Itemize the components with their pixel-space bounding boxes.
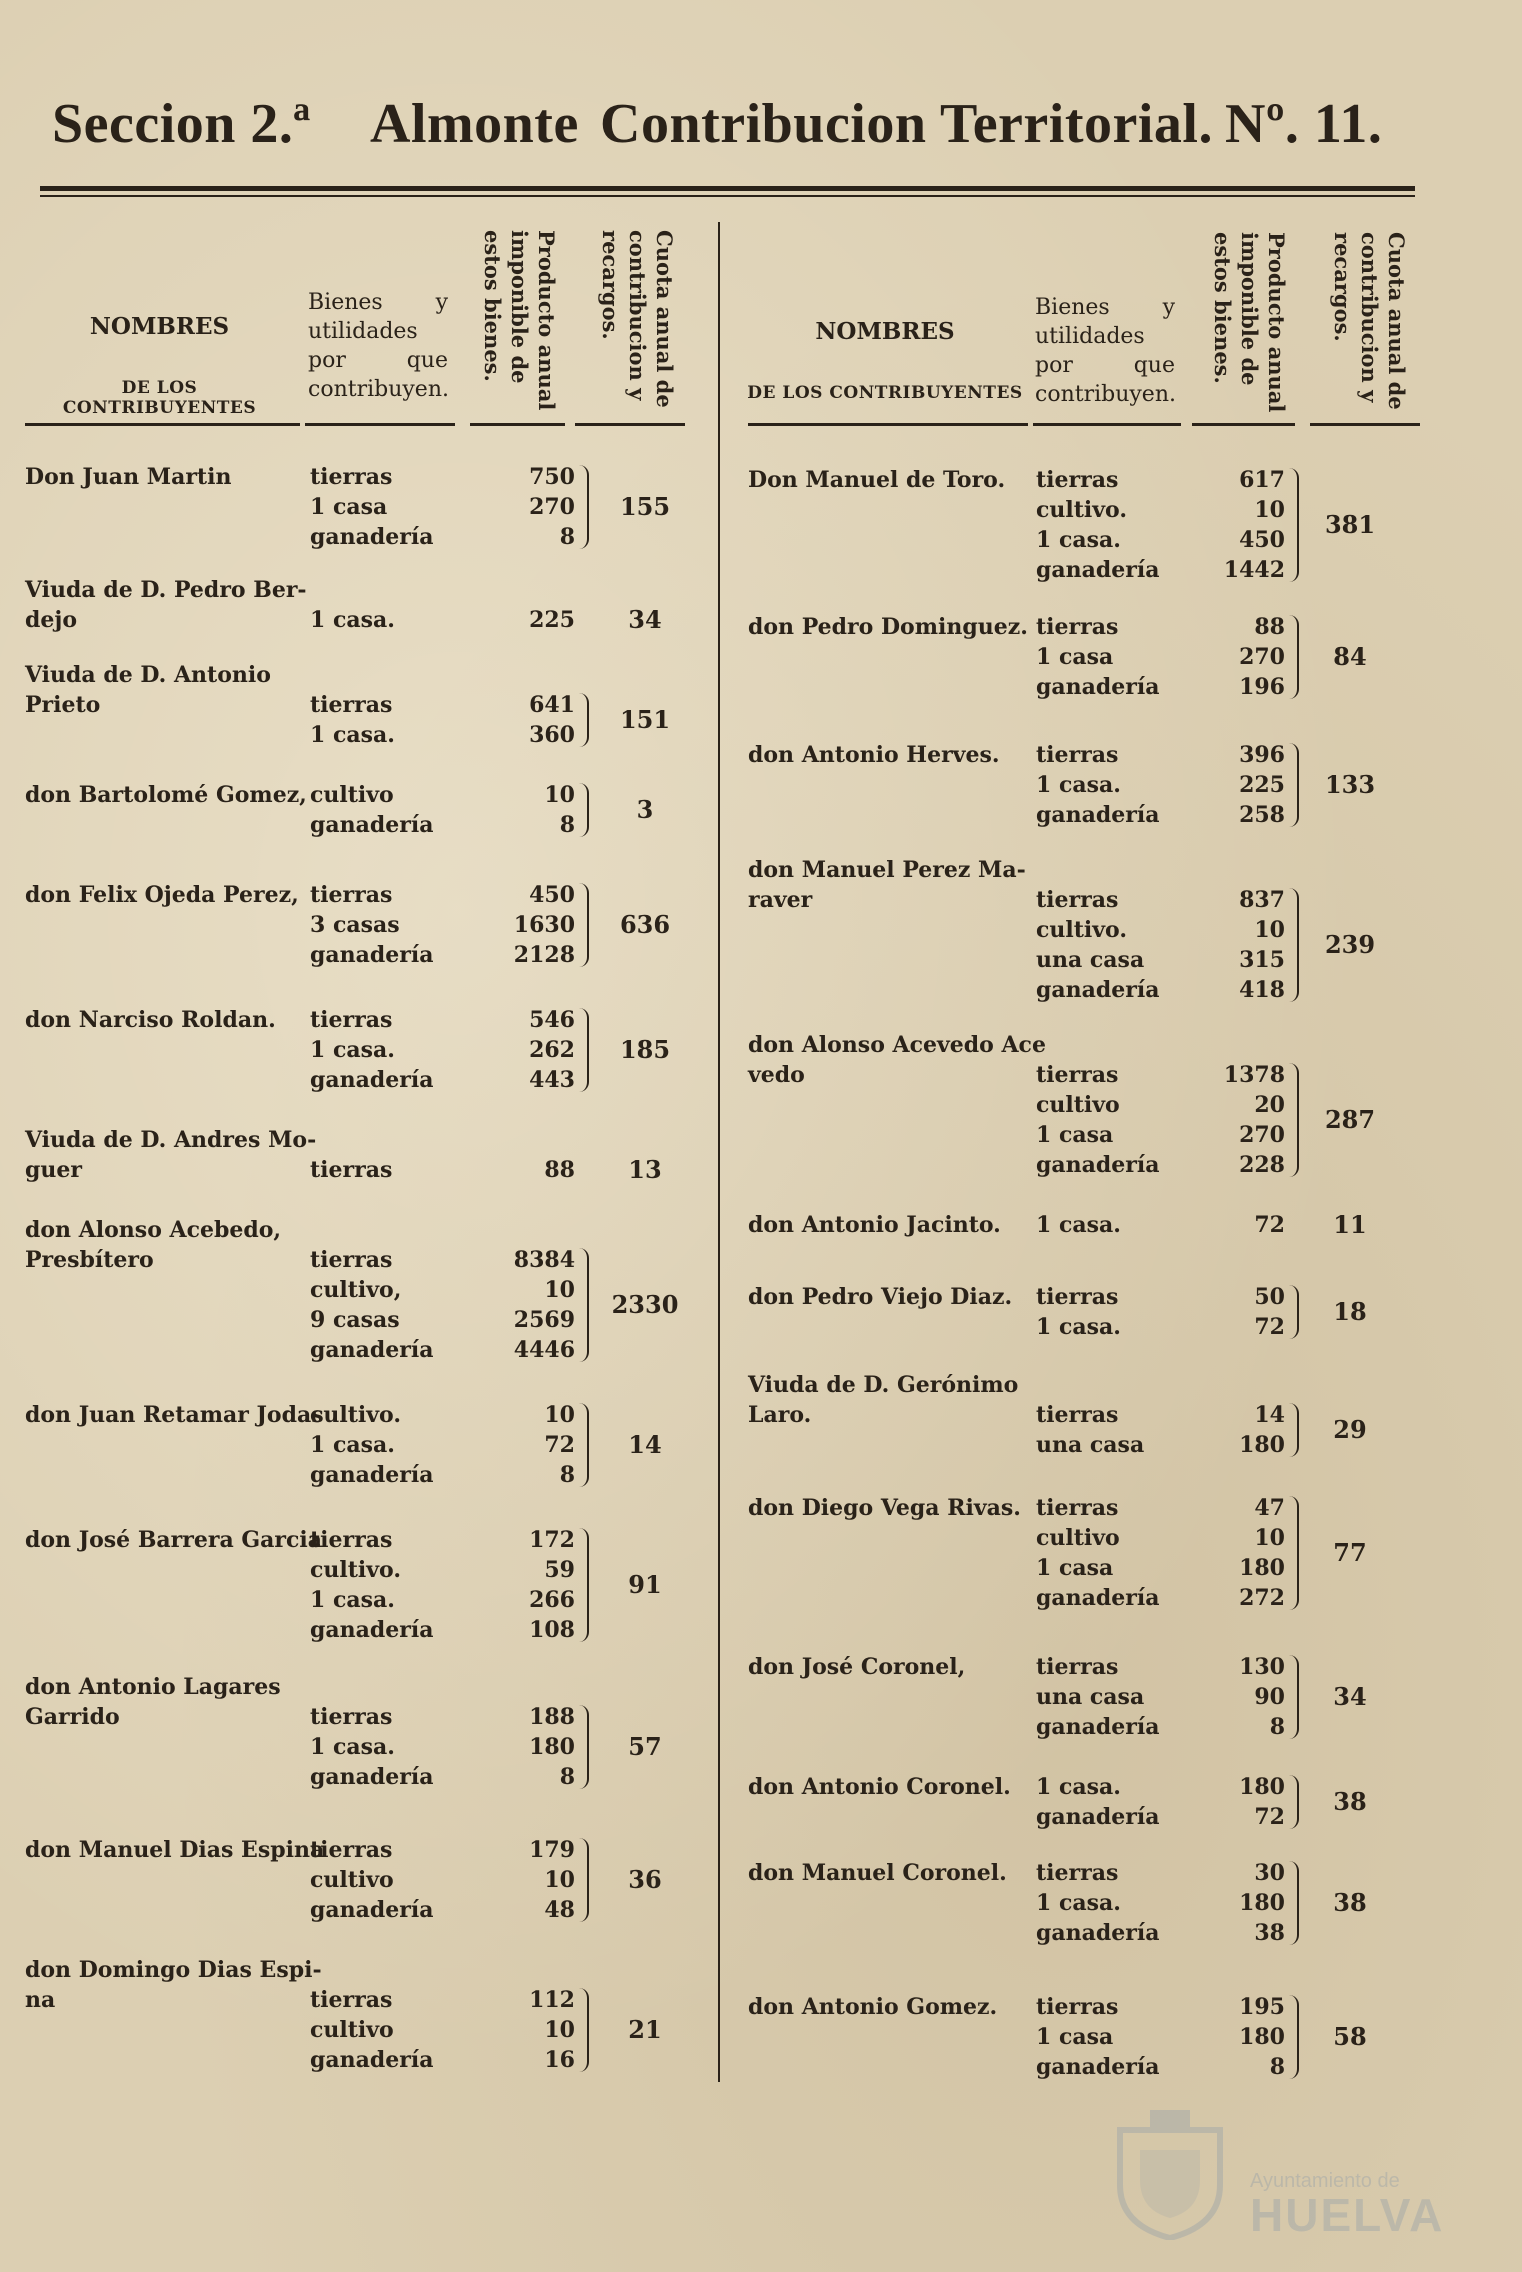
taxable-value: 262 xyxy=(529,1037,575,1063)
header-names-top: NOMBRES xyxy=(815,318,955,345)
cuota-amount: 36 xyxy=(628,1865,662,1894)
contributor-name: don Antonio Herves. xyxy=(748,742,1000,768)
contributor-name: don Bartolomé Gomez, xyxy=(25,782,307,808)
title-rule-thin xyxy=(40,195,1415,197)
grouping-brace xyxy=(1287,1403,1299,1457)
taxable-value: 10 xyxy=(1254,497,1285,523)
grouping-brace xyxy=(577,693,589,747)
contributor-name: don Juan Retamar Jodas xyxy=(25,1402,324,1428)
taxable-value: 1442 xyxy=(1223,557,1285,583)
cuota-amount: 38 xyxy=(1333,1888,1367,1917)
property-item: 3 casas xyxy=(310,912,400,938)
cuota-amount: 155 xyxy=(619,492,671,521)
taxable-value: 225 xyxy=(529,607,575,633)
taxable-value: 10 xyxy=(544,1867,575,1893)
grouping-brace xyxy=(1287,615,1299,699)
contributor-name: don Antonio Gomez. xyxy=(748,1994,998,2020)
contributor-name: don Pedro Dominguez. xyxy=(748,614,1028,640)
left-header-cuota: Cuota anual de contribucion y recargos. xyxy=(598,230,677,408)
property-item: cultivo xyxy=(1036,1092,1120,1118)
watermark xyxy=(1110,2110,1445,2241)
watermark-line1: Ayuntamiento de xyxy=(1250,2170,1400,2192)
entry-row xyxy=(25,575,705,635)
property-item: una casa xyxy=(1036,1684,1145,1710)
entry-row xyxy=(748,1772,1428,1832)
grouping-brace xyxy=(577,1988,589,2072)
page-title xyxy=(40,92,1420,182)
taxable-value: 228 xyxy=(1239,1152,1285,1178)
taxable-value: 88 xyxy=(1254,614,1285,640)
grouping-brace xyxy=(577,1705,589,1789)
property-item: ganadería xyxy=(310,942,434,968)
cuota-amount: 185 xyxy=(619,1035,671,1064)
taxable-value: 188 xyxy=(529,1704,575,1730)
property-item: tierras xyxy=(1036,742,1119,768)
contributor-name: Garrido xyxy=(25,1704,120,1730)
taxable-value: 10 xyxy=(544,1402,575,1428)
right-header-line xyxy=(748,423,1028,426)
grouping-brace xyxy=(1287,1496,1299,1610)
contributor-name: Viuda de D. Gerónimo xyxy=(748,1372,1019,1398)
entry-row xyxy=(748,1652,1428,1742)
property-item: tierras xyxy=(1036,1994,1119,2020)
taxable-value: 450 xyxy=(529,882,575,908)
contributor-name: don Antonio Lagares xyxy=(25,1674,281,1700)
property-item: 1 casa. xyxy=(1036,772,1121,798)
cuota-amount: 2330 xyxy=(611,1290,679,1319)
taxable-value: 72 xyxy=(1254,1804,1285,1830)
taxable-value: 750 xyxy=(529,464,575,490)
right-header-line-3 xyxy=(1192,423,1295,426)
property-item: tierras xyxy=(310,882,393,908)
property-item: ganadería xyxy=(310,1617,434,1643)
taxable-value: 315 xyxy=(1239,947,1285,973)
right-header-line-4 xyxy=(1310,423,1420,426)
property-item: 1 casa xyxy=(1036,2024,1114,2050)
property-item: ganadería xyxy=(1036,1152,1160,1178)
taxable-value: 837 xyxy=(1239,887,1285,913)
cuota-amount: 84 xyxy=(1333,642,1367,671)
property-item: tierras xyxy=(310,1007,393,1033)
taxable-value: 72 xyxy=(1254,1212,1285,1238)
taxable-value: 180 xyxy=(1239,1555,1285,1581)
property-item: tierras xyxy=(310,1157,393,1183)
left-header-line xyxy=(25,423,300,426)
property-item: tierras xyxy=(310,1837,393,1863)
contributor-name: don Alonso Acebedo, xyxy=(25,1217,282,1243)
taxable-value: 1378 xyxy=(1223,1062,1285,1088)
property-item: tierras xyxy=(1036,1860,1119,1886)
property-item: cultivo. xyxy=(310,1402,401,1428)
entry-row xyxy=(25,462,705,552)
grouping-brace xyxy=(577,883,589,967)
contributor-name: Viuda de D. Antonio xyxy=(25,662,271,688)
taxable-value: 112 xyxy=(529,1987,575,2013)
column-divider xyxy=(718,222,720,2082)
contributor-name: don Narciso Roldan. xyxy=(25,1007,276,1033)
taxable-value: 8 xyxy=(559,524,575,550)
grouping-brace xyxy=(1287,1063,1299,1177)
entry-row xyxy=(748,740,1428,830)
property-item: 1 casa. xyxy=(1036,1314,1121,1340)
property-item: 1 casa xyxy=(1036,1122,1114,1148)
taxable-value: 10 xyxy=(544,1277,575,1303)
taxable-value: 270 xyxy=(1239,1122,1285,1148)
property-item: 1 casa. xyxy=(1036,1212,1121,1238)
property-item: 9 casas xyxy=(310,1307,400,1333)
cuota-amount: 21 xyxy=(628,2015,662,2044)
contributor-name: Presbítero xyxy=(25,1247,154,1273)
taxable-value: 180 xyxy=(1239,2024,1285,2050)
property-item: 1 casa. xyxy=(310,607,395,633)
property-item: tierras xyxy=(1036,1284,1119,1310)
taxable-value: 180 xyxy=(1239,1774,1285,1800)
property-item: tierras xyxy=(310,1987,393,2013)
taxable-value: 266 xyxy=(529,1587,575,1613)
property-item: ganadería xyxy=(310,1067,434,1093)
entry-row xyxy=(748,1282,1428,1342)
property-item: ganadería xyxy=(1036,977,1160,1003)
left-header-line-3 xyxy=(470,423,565,426)
entry-row xyxy=(748,1370,1428,1460)
taxable-value: 172 xyxy=(529,1527,575,1553)
cuota-amount: 77 xyxy=(1333,1538,1367,1567)
left-header-line-4 xyxy=(575,423,685,426)
cuota-amount: 3 xyxy=(636,795,654,824)
taxable-value: 8 xyxy=(559,812,575,838)
property-item: ganadería xyxy=(1036,557,1160,583)
grouping-brace xyxy=(1287,1655,1299,1739)
contributor-name: Don Manuel de Toro. xyxy=(748,467,1006,493)
property-item: ganadería xyxy=(310,1897,434,1923)
property-item: 1 casa. xyxy=(1036,1774,1121,1800)
right-header-producto: Producto anual imponible de estos bienes. xyxy=(1210,232,1289,413)
contributor-name: Viuda de D. Andres Mo- xyxy=(25,1127,317,1153)
cuota-amount: 636 xyxy=(619,910,671,939)
property-item: ganadería xyxy=(310,812,434,838)
contributor-name: don José Barrera Garcia xyxy=(25,1527,323,1553)
property-item: ganadería xyxy=(310,1462,434,1488)
property-item: tierras xyxy=(310,1704,393,1730)
contributor-name: don Pedro Viejo Diaz. xyxy=(748,1284,1013,1310)
property-item: ganadería xyxy=(1036,1714,1160,1740)
taxable-value: 38 xyxy=(1254,1920,1285,1946)
entry-row xyxy=(748,1493,1428,1613)
cuota-amount: 91 xyxy=(628,1570,662,1599)
contributor-name: vedo xyxy=(748,1062,805,1088)
grouping-brace xyxy=(1287,1775,1299,1829)
left-header-names xyxy=(22,313,297,418)
property-item: tierras xyxy=(1036,887,1119,913)
cuota-amount: 151 xyxy=(619,705,671,734)
property-item: tierras xyxy=(310,464,393,490)
taxable-value: 617 xyxy=(1239,467,1285,493)
property-item: ganadería xyxy=(1036,802,1160,828)
property-item: ganadería xyxy=(1036,674,1160,700)
contributor-name: dejo xyxy=(25,607,78,633)
taxable-value: 16 xyxy=(544,2047,575,2073)
entry-row xyxy=(25,1005,705,1095)
property-item: tierras xyxy=(1036,1495,1119,1521)
property-item: cultivo. xyxy=(1036,917,1127,943)
taxable-value: 48 xyxy=(544,1897,575,1923)
entry-row xyxy=(25,1525,705,1645)
right-header-line-2 xyxy=(1033,423,1181,426)
contributor-name: don José Coronel, xyxy=(748,1654,966,1680)
taxable-value: 108 xyxy=(529,1617,575,1643)
taxable-value: 20 xyxy=(1254,1092,1285,1118)
contributor-name: Viuda de D. Pedro Ber- xyxy=(25,577,307,603)
taxable-value: 225 xyxy=(1239,772,1285,798)
entry-row xyxy=(748,1030,1428,1180)
grouping-brace xyxy=(1287,743,1299,827)
cuota-amount: 239 xyxy=(1324,930,1376,959)
cuota-amount: 58 xyxy=(1333,2022,1367,2051)
cuota-amount: 11 xyxy=(1333,1210,1367,1239)
property-item: 1 casa. xyxy=(310,722,395,748)
taxable-value: 8 xyxy=(1269,1714,1285,1740)
property-item: tierras xyxy=(1036,467,1119,493)
property-item: una casa xyxy=(1036,947,1145,973)
cuota-amount: 287 xyxy=(1324,1105,1376,1134)
entry-row xyxy=(748,612,1428,702)
watermark-line2: HUELVA xyxy=(1250,2189,1445,2241)
cuota-amount: 57 xyxy=(628,1732,662,1761)
title-rule-thick xyxy=(40,186,1415,191)
property-item: tierras xyxy=(1036,1402,1119,1428)
property-item: cultivo. xyxy=(1036,497,1127,523)
property-item: tierras xyxy=(310,1247,393,1273)
cuota-amount: 13 xyxy=(628,1155,662,1184)
grouping-brace xyxy=(577,1403,589,1487)
left-header-line-2 xyxy=(305,423,455,426)
property-item: tierras xyxy=(1036,614,1119,640)
property-item: cultivo xyxy=(310,1867,394,1893)
property-item: tierras xyxy=(1036,1654,1119,1680)
entry-row xyxy=(748,465,1428,585)
contributor-name: don Diego Vega Rivas. xyxy=(748,1495,1021,1521)
entry-row xyxy=(748,1210,1428,1240)
contributor-name: don Domingo Dias Espi- xyxy=(25,1957,322,1983)
taxable-value: 272 xyxy=(1239,1585,1285,1611)
taxable-value: 10 xyxy=(1254,917,1285,943)
taxable-value: 1630 xyxy=(513,912,575,938)
taxable-value: 450 xyxy=(1239,527,1285,553)
taxable-value: 59 xyxy=(544,1557,575,1583)
taxable-value: 180 xyxy=(1239,1432,1285,1458)
property-item: cultivo. xyxy=(310,1557,401,1583)
place-name: Almonte xyxy=(370,93,579,155)
property-item: ganadería xyxy=(310,1337,434,1363)
grouping-brace xyxy=(577,465,589,549)
taxable-value: 270 xyxy=(529,494,575,520)
contributor-name: na xyxy=(25,1987,56,2013)
cuota-amount: 34 xyxy=(1333,1682,1367,1711)
taxable-value: 2128 xyxy=(513,942,575,968)
taxable-value: 130 xyxy=(1239,1654,1285,1680)
header-names-bottom: DE LOS CONTRIBUYENTES xyxy=(747,383,1023,403)
taxable-value: 258 xyxy=(1239,802,1285,828)
property-item: 1 casa. xyxy=(1036,1890,1121,1916)
contributor-name: don Antonio Coronel. xyxy=(748,1774,1011,1800)
property-item: 1 casa xyxy=(310,494,388,520)
grouping-brace xyxy=(1287,1995,1299,2079)
grouping-brace xyxy=(1287,1861,1299,1945)
taxable-value: 546 xyxy=(529,1007,575,1033)
taxable-value: 180 xyxy=(529,1734,575,1760)
taxable-value: 8 xyxy=(559,1462,575,1488)
property-item: 1 casa. xyxy=(310,1734,395,1760)
property-item: ganadería xyxy=(310,1764,434,1790)
right-header-names xyxy=(745,318,1025,403)
right-header-cuota: Cuota anual de contribucion y recargos. xyxy=(1330,232,1409,410)
taxable-value: 396 xyxy=(1239,742,1285,768)
property-item: ganadería xyxy=(1036,1804,1160,1830)
contributor-name: don Felix Ojeda Perez, xyxy=(25,882,299,908)
cuota-amount: 381 xyxy=(1324,510,1376,539)
taxable-value: 10 xyxy=(544,782,575,808)
contributor-name: don Manuel Dias Espina xyxy=(25,1837,325,1863)
grouping-brace xyxy=(1287,1285,1299,1339)
grouping-brace xyxy=(577,1008,589,1092)
taxable-value: 8384 xyxy=(513,1247,575,1273)
entry-row xyxy=(25,1400,705,1490)
taxable-value: 10 xyxy=(1254,1525,1285,1551)
taxable-value: 4446 xyxy=(513,1337,575,1363)
taxable-value: 14 xyxy=(1254,1402,1285,1428)
taxable-value: 72 xyxy=(544,1432,575,1458)
taxable-value: 641 xyxy=(529,692,575,718)
contributor-name: don Alonso Acevedo Ace xyxy=(748,1032,1046,1058)
taxable-value: 418 xyxy=(1239,977,1285,1003)
property-item: 1 casa. xyxy=(310,1037,395,1063)
cuota-amount: 14 xyxy=(628,1430,662,1459)
contributor-name: Don Juan Martin xyxy=(25,464,232,490)
property-item: 1 casa. xyxy=(310,1587,395,1613)
header-names-bottom: DE LOS CONTRIBUYENTES xyxy=(62,378,257,418)
entry-row xyxy=(25,880,705,970)
property-item: 1 casa xyxy=(1036,1555,1114,1581)
cuota-amount: 38 xyxy=(1333,1787,1367,1816)
taxable-value: 50 xyxy=(1254,1284,1285,1310)
cuota-amount: 133 xyxy=(1324,770,1376,799)
property-item: 1 casa. xyxy=(310,1432,395,1458)
grouping-brace xyxy=(1287,888,1299,1002)
cuota-amount: 34 xyxy=(628,605,662,634)
entry-row xyxy=(25,1125,705,1185)
entry-row xyxy=(25,1955,705,2075)
taxable-value: 2569 xyxy=(513,1307,575,1333)
taxable-value: 88 xyxy=(544,1157,575,1183)
property-item: cultivo xyxy=(310,2017,394,2043)
taxable-value: 10 xyxy=(544,2017,575,2043)
cuota-amount: 18 xyxy=(1333,1297,1367,1326)
property-item: tierras xyxy=(310,1527,393,1553)
contributor-name: Prieto xyxy=(25,692,101,718)
contributor-name: don Manuel Perez Ma- xyxy=(748,857,1026,883)
contributor-name: raver xyxy=(748,887,813,913)
taxable-value: 270 xyxy=(1239,644,1285,670)
entry-row xyxy=(25,1835,705,1925)
entry-row xyxy=(25,780,705,840)
taxable-value: 90 xyxy=(1254,1684,1285,1710)
taxable-value: 443 xyxy=(529,1067,575,1093)
grouping-brace xyxy=(577,1248,589,1362)
coat-of-arms-icon xyxy=(1110,2110,1230,2240)
property-item: tierras xyxy=(1036,1062,1119,1088)
taxable-value: 47 xyxy=(1254,1495,1285,1521)
entry-row xyxy=(748,1992,1428,2082)
taxable-value: 8 xyxy=(559,1764,575,1790)
taxable-value: 179 xyxy=(529,1837,575,1863)
property-item: ganadería xyxy=(1036,2054,1160,2080)
property-item: ganadería xyxy=(310,524,434,550)
property-item: cultivo xyxy=(310,782,394,808)
taxable-value: 196 xyxy=(1239,674,1285,700)
entry-row xyxy=(25,660,705,750)
contributor-name: Laro. xyxy=(748,1402,812,1428)
taxable-value: 30 xyxy=(1254,1860,1285,1886)
grouping-brace xyxy=(1287,468,1299,582)
property-item: 1 casa. xyxy=(1036,527,1121,553)
taxable-value: 195 xyxy=(1239,1994,1285,2020)
taxable-value: 72 xyxy=(1254,1314,1285,1340)
taxable-value: 180 xyxy=(1239,1890,1285,1916)
taxable-value: 8 xyxy=(1269,2054,1285,2080)
grouping-brace xyxy=(577,783,589,837)
contributor-name: guer xyxy=(25,1157,82,1183)
contributor-name: don Manuel Coronel. xyxy=(748,1860,1007,1886)
contributor-name: don Antonio Jacinto. xyxy=(748,1212,1001,1238)
property-item: ganadería xyxy=(1036,1585,1160,1611)
taxable-value: 360 xyxy=(529,722,575,748)
grouping-brace xyxy=(577,1838,589,1922)
grouping-brace xyxy=(577,1528,589,1642)
property-item: tierras xyxy=(310,692,393,718)
property-item: cultivo xyxy=(1036,1525,1120,1551)
left-header-bienes: Bienes y utilidades por que contribuyen. xyxy=(308,290,449,402)
cuota-amount: 29 xyxy=(1333,1415,1367,1444)
entry-row xyxy=(748,855,1428,1005)
property-item: cultivo, xyxy=(310,1277,402,1303)
property-item: una casa xyxy=(1036,1432,1145,1458)
left-header-producto: Producto anual imponible de estos bienes. xyxy=(480,230,559,411)
heading: Contribucion Territorial. xyxy=(600,93,1213,155)
property-item: 1 casa xyxy=(1036,644,1114,670)
header-names-top: NOMBRES xyxy=(89,313,230,340)
property-item: ganadería xyxy=(310,2047,434,2073)
entry-row xyxy=(25,1672,705,1792)
right-header-bienes: Bienes y utilidades por que contribuyen. xyxy=(1035,295,1176,407)
seccion-label: Seccion 2.ª xyxy=(52,93,311,155)
entry-row xyxy=(748,1858,1428,1948)
property-item: ganadería xyxy=(1036,1920,1160,1946)
entry-row xyxy=(25,1215,705,1365)
document-number: Nº. 11. xyxy=(1225,93,1383,155)
